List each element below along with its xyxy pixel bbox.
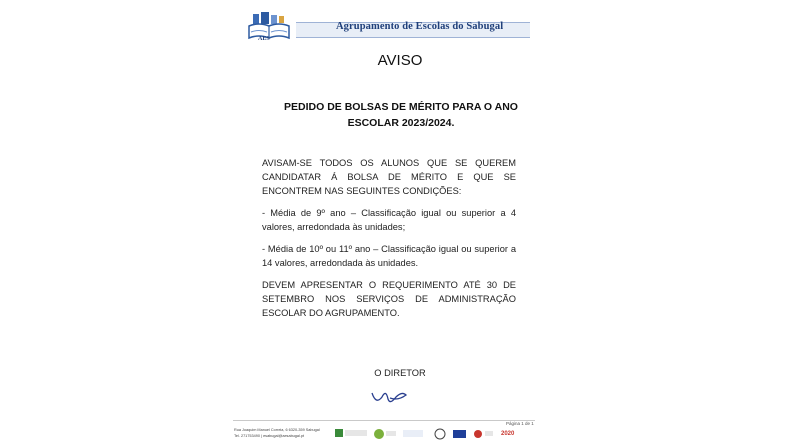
footer-divider xyxy=(233,420,535,421)
body-paragraph: - Média de 9º ano – Classificação igual ou superior a 4 valores, arredondada às unidades; xyxy=(262,208,516,232)
school-logo-icon xyxy=(245,12,293,52)
address-line-1: Rua Joaquim Manuel Correia, 6 6320-359 Sabugal xyxy=(234,428,320,432)
notice-body xyxy=(262,156,516,328)
logo-caption: AES xyxy=(258,36,270,42)
page-number: Página 1 de 1 xyxy=(506,421,534,426)
body-paragraph: AVISAM-SE TODOS OS ALUNOS QUE SE QUEREM CANDIDATAR Á BOLSA DE MÉRITO E QUE SE ENCONTREM NAS SEGUINTES CONDIÇÕES: xyxy=(262,158,516,196)
notice-heading: AVISO xyxy=(377,52,423,69)
funding-logos-icon xyxy=(333,426,523,441)
footer-address xyxy=(234,427,320,439)
body-paragraph: - Média de 10º ou 11º ano – Classificação igual ou superior a 14 valores, arredondada às unidades. xyxy=(262,244,516,268)
notice-title-line-1: PEDIDO DE BOLSAS DE MÉRITO PARA O ANO xyxy=(284,101,518,113)
signatory-label: O DIRETOR xyxy=(374,368,426,378)
organization-name: Agrupamento de Escolas do Sabugal xyxy=(336,21,504,32)
body-paragraph: DEVEM APRESENTAR O REQUERIMENTO ATÉ 30 DE SETEMBRO NOS SERVIÇOS DE ADMINISTRAÇÃO ESCOLAR DO AGRUPAMENTO. xyxy=(262,280,516,318)
address-line-2: Tel. 271753490 | esabugal@aesabugal.pt xyxy=(234,434,305,438)
notice-title xyxy=(256,99,546,131)
notice-title-line-2: ESCOLAR 2023/2024. xyxy=(347,117,455,129)
signature-icon xyxy=(368,385,410,407)
program-2020-logo: 2020 xyxy=(501,431,515,437)
